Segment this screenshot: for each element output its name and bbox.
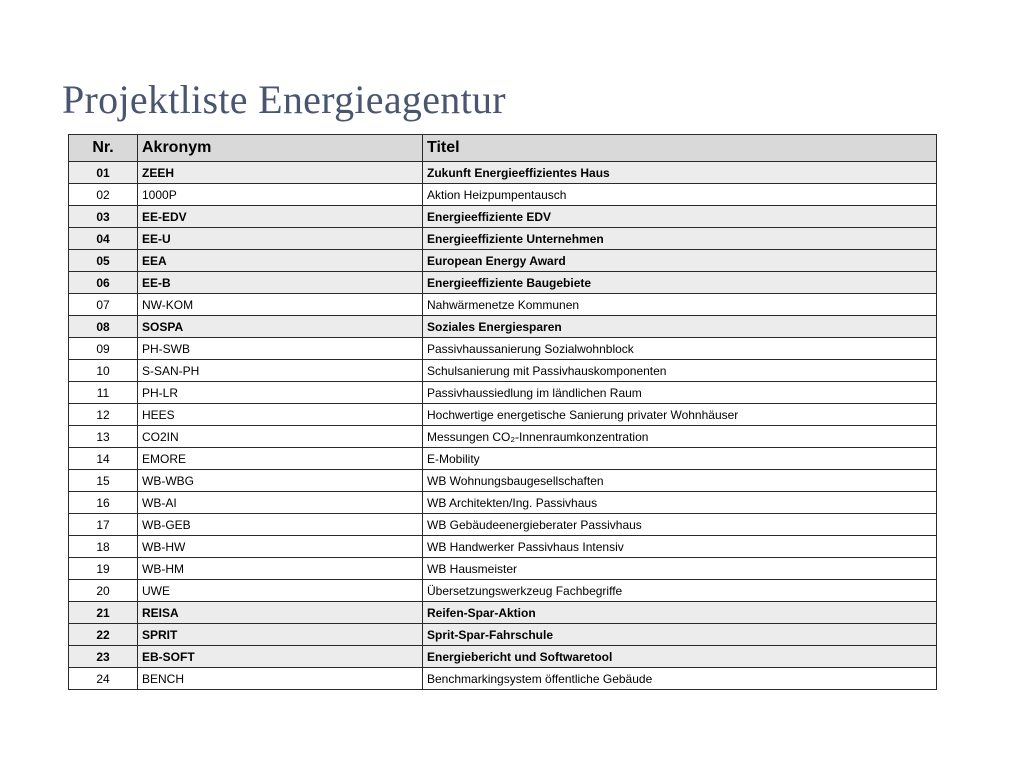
cell-titel: Übersetzungswerkzeug Fachbegriffe	[423, 580, 937, 602]
cell-titel: WB Handwerker Passivhaus Intensiv	[423, 536, 937, 558]
table-row	[69, 514, 937, 536]
cell-nr: 24	[69, 668, 138, 690]
cell-akronym: CO2IN	[138, 426, 423, 448]
cell-akronym: PH-SWB	[138, 338, 423, 360]
table-row	[69, 272, 937, 294]
table-row	[69, 668, 937, 690]
cell-titel: E-Mobility	[423, 448, 937, 470]
cell-nr: 04	[69, 228, 138, 250]
cell-nr: 15	[69, 470, 138, 492]
table-row	[69, 228, 937, 250]
cell-nr: 19	[69, 558, 138, 580]
cell-akronym: REISA	[138, 602, 423, 624]
cell-nr: 21	[69, 602, 138, 624]
cell-titel: Benchmarkingsystem öffentliche Gebäude	[423, 668, 937, 690]
cell-titel: Passivhaussiedlung im ländlichen Raum	[423, 382, 937, 404]
cell-titel: Energiebericht und Softwaretool	[423, 646, 937, 668]
cell-titel: Soziales Energiesparen	[423, 316, 937, 338]
table-row	[69, 624, 937, 646]
column-header-nr: Nr.	[69, 135, 138, 162]
table-row	[69, 382, 937, 404]
cell-titel: European Energy Award	[423, 250, 937, 272]
cell-nr: 07	[69, 294, 138, 316]
table-row	[69, 184, 937, 206]
cell-titel: Nahwärmenetze Kommunen	[423, 294, 937, 316]
column-header-titel: Titel	[423, 135, 937, 162]
project-table	[68, 134, 937, 690]
table-row	[69, 426, 937, 448]
cell-akronym: WB-HW	[138, 536, 423, 558]
cell-titel: WB Hausmeister	[423, 558, 937, 580]
cell-akronym: HEES	[138, 404, 423, 426]
table-row	[69, 646, 937, 668]
cell-nr: 17	[69, 514, 138, 536]
cell-titel: Messungen CO₂-Innenraumkonzentration	[423, 426, 937, 448]
cell-akronym: PH-LR	[138, 382, 423, 404]
cell-titel: Aktion Heizpumpentausch	[423, 184, 937, 206]
cell-nr: 03	[69, 206, 138, 228]
cell-akronym: 1000P	[138, 184, 423, 206]
page-title: Projektliste Energieagentur	[62, 77, 506, 122]
cell-nr: 11	[69, 382, 138, 404]
cell-nr: 14	[69, 448, 138, 470]
cell-nr: 13	[69, 426, 138, 448]
table-row	[69, 536, 937, 558]
table-row	[69, 492, 937, 514]
table-row	[69, 338, 937, 360]
cell-nr: 18	[69, 536, 138, 558]
table-row	[69, 470, 937, 492]
cell-titel: Energieeffiziente EDV	[423, 206, 937, 228]
cell-akronym: WB-GEB	[138, 514, 423, 536]
cell-titel: WB Wohnungsbaugesellschaften	[423, 470, 937, 492]
table-row	[69, 580, 937, 602]
table-row	[69, 162, 937, 184]
table-header	[69, 135, 937, 162]
table-body	[69, 162, 937, 690]
cell-akronym: WB-AI	[138, 492, 423, 514]
table-row	[69, 316, 937, 338]
cell-akronym: BENCH	[138, 668, 423, 690]
cell-titel: Energieeffiziente Unternehmen	[423, 228, 937, 250]
cell-titel: Sprit-Spar-Fahrschule	[423, 624, 937, 646]
cell-nr: 22	[69, 624, 138, 646]
cell-nr: 01	[69, 162, 138, 184]
table-row	[69, 250, 937, 272]
cell-nr: 09	[69, 338, 138, 360]
cell-akronym: NW-KOM	[138, 294, 423, 316]
table-row	[69, 360, 937, 382]
cell-akronym: EE-U	[138, 228, 423, 250]
cell-akronym: EE-EDV	[138, 206, 423, 228]
cell-titel: WB Gebäudeenergieberater Passivhaus	[423, 514, 937, 536]
cell-nr: 16	[69, 492, 138, 514]
cell-akronym: UWE	[138, 580, 423, 602]
cell-nr: 06	[69, 272, 138, 294]
cell-titel: Passivhaussanierung Sozialwohnblock	[423, 338, 937, 360]
table-row	[69, 448, 937, 470]
cell-titel: Schulsanierung mit Passivhauskomponenten	[423, 360, 937, 382]
cell-titel: Hochwertige energetische Sanierung privater Wohnhäuser	[423, 404, 937, 426]
cell-akronym: S-SAN-PH	[138, 360, 423, 382]
cell-titel: Zukunft Energieeffizientes Haus	[423, 162, 937, 184]
cell-akronym: EB-SOFT	[138, 646, 423, 668]
cell-titel: Reifen-Spar-Aktion	[423, 602, 937, 624]
column-header-akronym: Akronym	[138, 135, 423, 162]
table-row	[69, 294, 937, 316]
cell-nr: 23	[69, 646, 138, 668]
cell-akronym: EE-B	[138, 272, 423, 294]
table-row	[69, 206, 937, 228]
cell-akronym: EEA	[138, 250, 423, 272]
cell-titel: WB Architekten/Ing. Passivhaus	[423, 492, 937, 514]
table-row	[69, 602, 937, 624]
cell-akronym: SPRIT	[138, 624, 423, 646]
cell-akronym: SOSPA	[138, 316, 423, 338]
cell-nr: 05	[69, 250, 138, 272]
cell-nr: 12	[69, 404, 138, 426]
table-row	[69, 404, 937, 426]
cell-akronym: EMORE	[138, 448, 423, 470]
cell-akronym: ZEEH	[138, 162, 423, 184]
cell-akronym: WB-WBG	[138, 470, 423, 492]
cell-akronym: WB-HM	[138, 558, 423, 580]
cell-nr: 08	[69, 316, 138, 338]
cell-nr: 20	[69, 580, 138, 602]
cell-titel: Energieeffiziente Baugebiete	[423, 272, 937, 294]
cell-nr: 02	[69, 184, 138, 206]
cell-nr: 10	[69, 360, 138, 382]
table-header-row	[69, 135, 937, 162]
table-row	[69, 558, 937, 580]
